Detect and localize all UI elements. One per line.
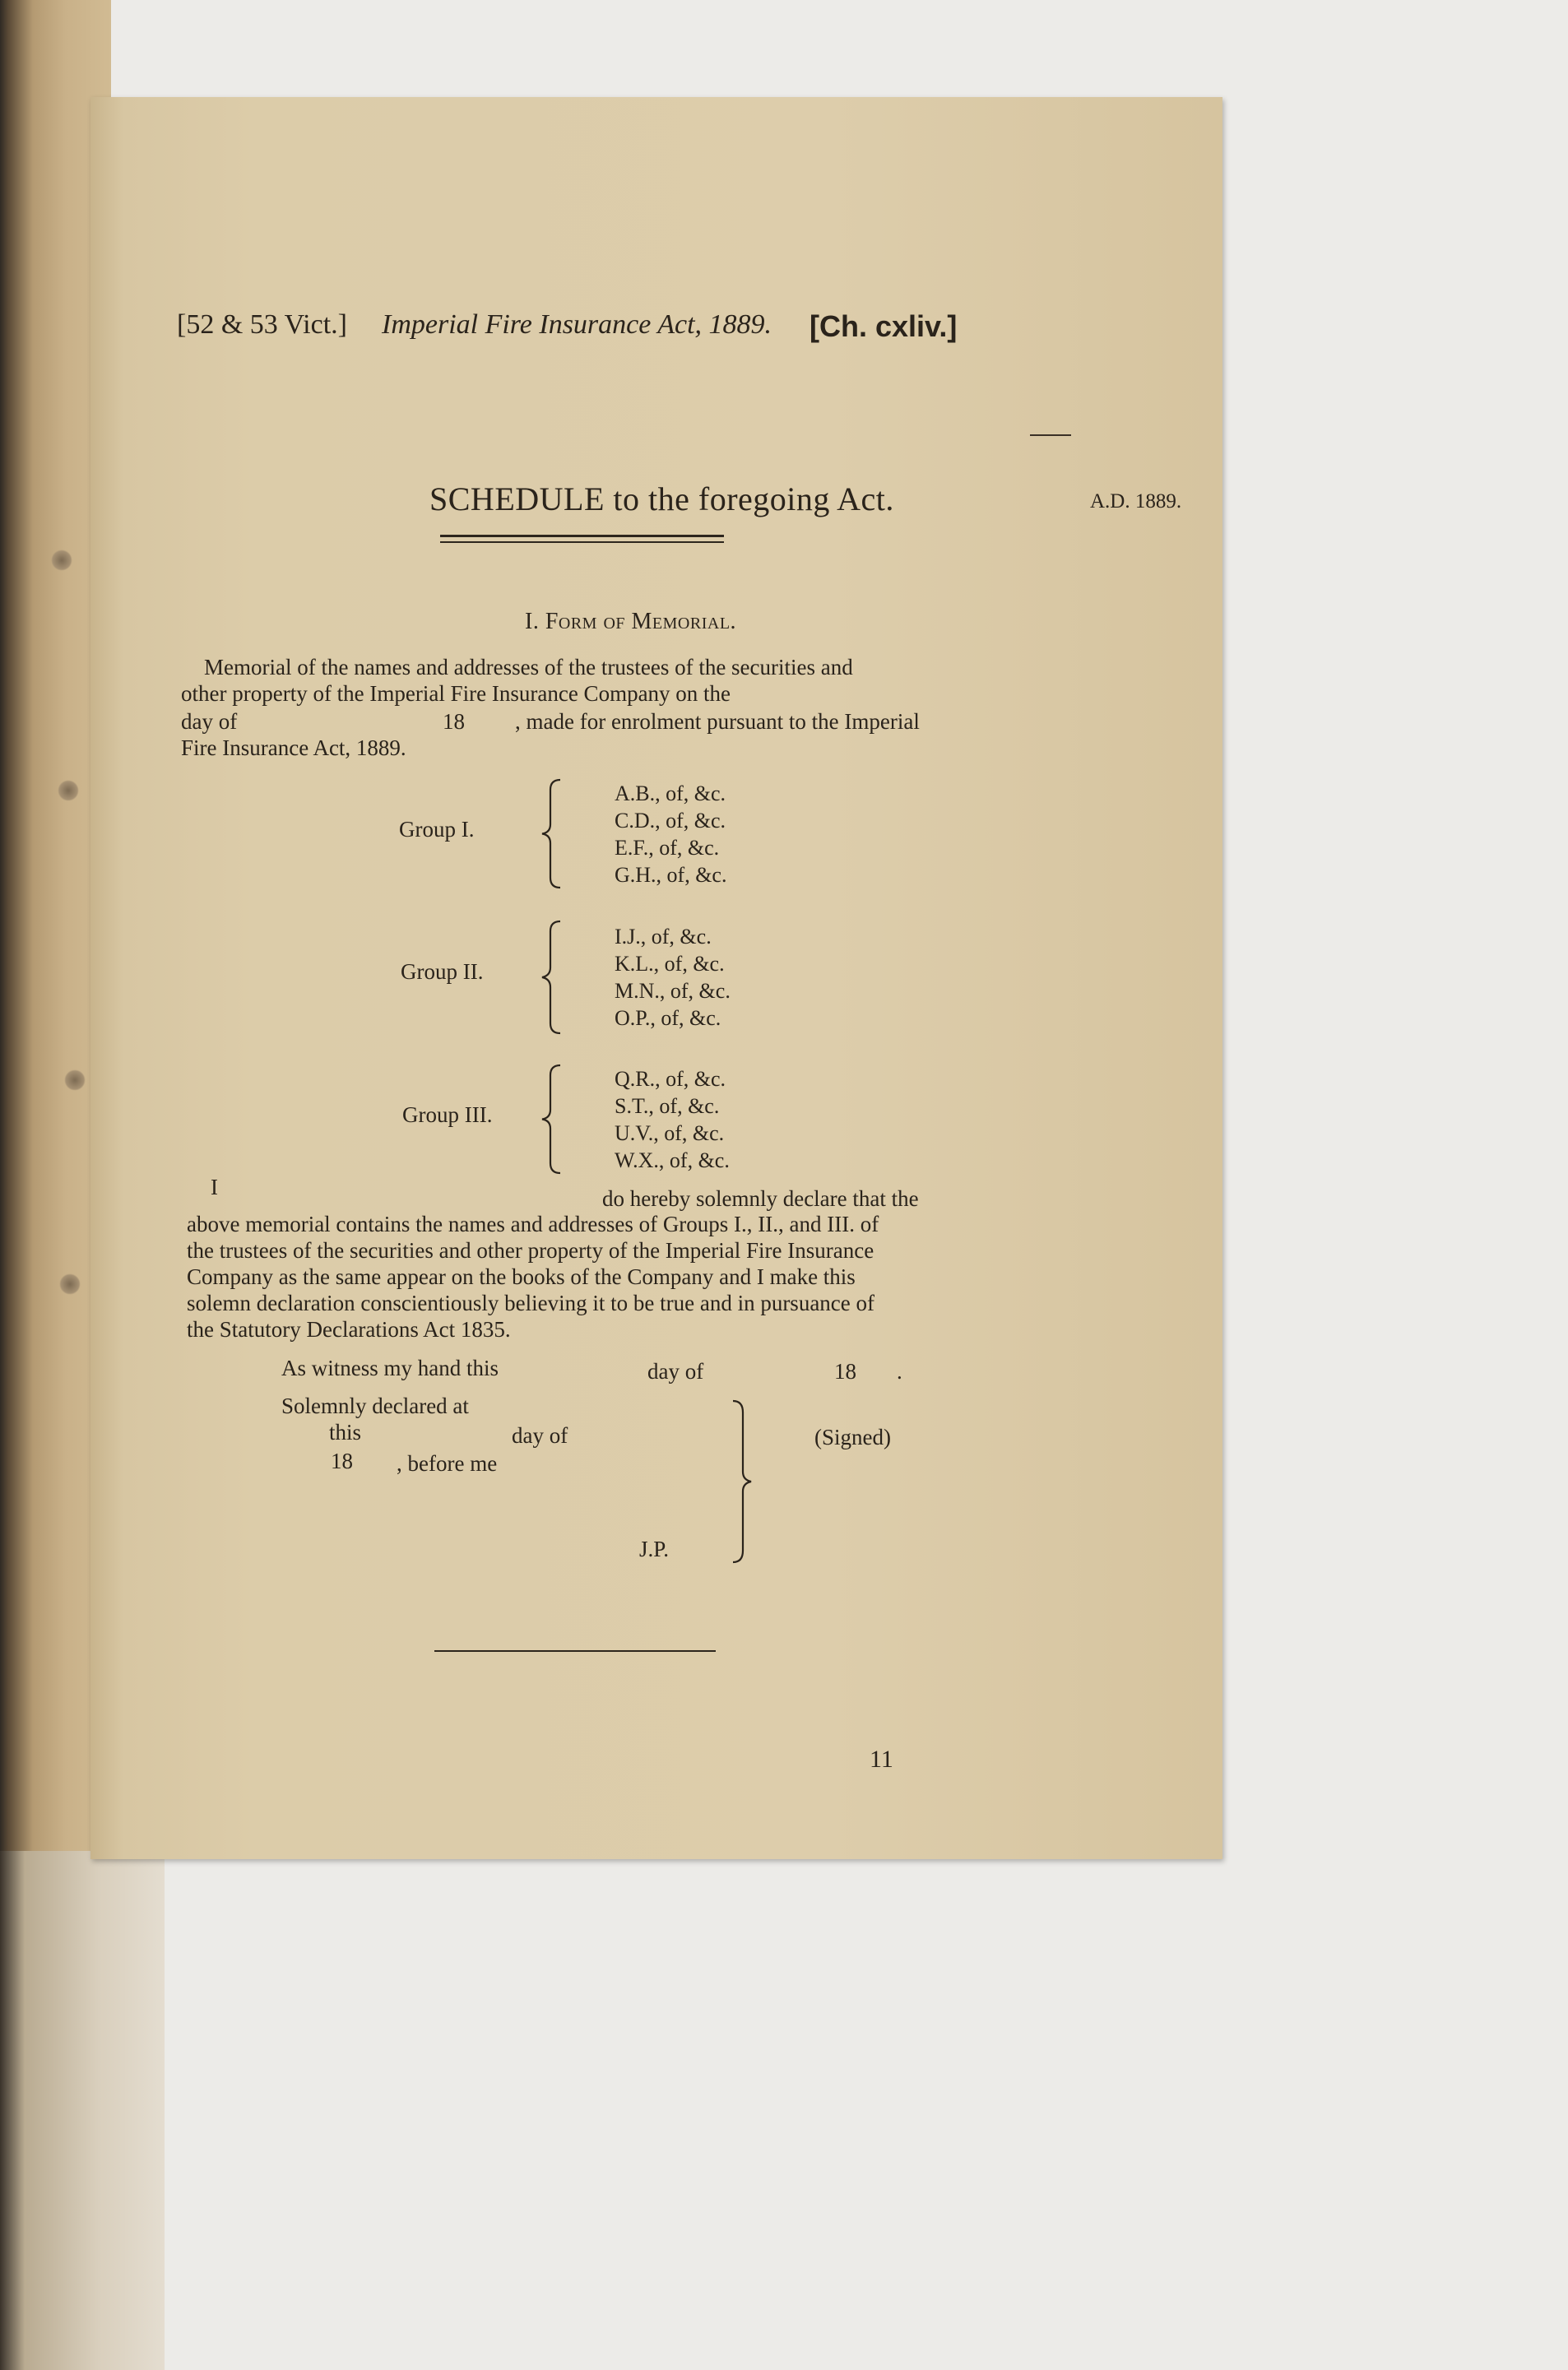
binding-stitch <box>58 780 79 801</box>
memorial-line-4: Fire Insurance Act, 1889. <box>181 735 406 760</box>
member-entry: O.P., of, &c. <box>615 1006 721 1030</box>
member-entry: E.F., of, &c. <box>615 836 720 860</box>
binding-stitch <box>51 550 72 571</box>
title-rule-bottom <box>440 541 724 543</box>
book-binding-lower <box>0 1851 165 2370</box>
form-heading: I. Form of Memorial. <box>525 609 737 634</box>
member-entry: C.D., of, &c. <box>615 809 726 833</box>
declaration-line-6: the Statutory Declarations Act 1835. <box>187 1317 511 1342</box>
header-act-title: Imperial Fire Insurance Act, 1889. <box>382 309 772 340</box>
memorial-line-3a: day of <box>181 709 238 734</box>
solemn-this: this <box>329 1420 362 1445</box>
brace-icon <box>539 1064 565 1175</box>
brace-icon <box>539 920 565 1035</box>
group-label: Group III. <box>402 1102 493 1127</box>
member-entry: A.B., of, &c. <box>615 781 726 805</box>
member-entry: I.J., of, &c. <box>615 925 712 948</box>
member-entry: S.T., of, &c. <box>615 1094 720 1118</box>
solemn-day-of: day of <box>512 1423 568 1448</box>
declaration-line-4: Company as the same appear on the books of the Company and I make this <box>187 1264 856 1289</box>
declaration-line-1: do hereby solemnly declare that the <box>602 1186 919 1211</box>
header-session: [52 & 53 Vict.] <box>177 309 347 340</box>
solemn-line-1: Solemnly declared at <box>281 1394 469 1418</box>
member-entry: W.X., of, &c. <box>615 1148 730 1172</box>
memorial-line-3b: 18 <box>443 709 465 734</box>
page-number: 11 <box>870 1746 893 1773</box>
document-page <box>90 97 1222 1859</box>
closing-rule <box>434 1650 716 1652</box>
declaration-line-2: above memorial contains the names and addresses of Groups I., II., and III. of <box>187 1212 879 1236</box>
binding-stitch <box>64 1069 86 1091</box>
solemn-year: 18 <box>331 1449 353 1473</box>
member-entry: Q.R., of, &c. <box>615 1067 726 1091</box>
header-chapter: [Ch. cxliv.] <box>810 309 958 343</box>
witness-year: 18 <box>834 1359 856 1384</box>
witness-day-of: day of <box>647 1359 704 1384</box>
binding-stitch <box>59 1273 81 1295</box>
member-entry: K.L., of, &c. <box>615 952 725 976</box>
witness-period: . <box>897 1359 902 1384</box>
memorial-line-3c: , made for enrolment pursuant to the Imperial <box>515 709 920 734</box>
schedule-title: SCHEDULE to the foregoing Act. <box>429 480 894 517</box>
declaration-line-5: solemn declaration conscientiously believing it to be true and in pursuance of <box>187 1291 875 1315</box>
closing-brace-icon <box>728 1399 754 1564</box>
declaration-i: I <box>211 1175 218 1199</box>
member-entry: U.V., of, &c. <box>615 1121 725 1145</box>
brace-icon <box>539 778 565 889</box>
side-note-year: A.D. 1889. <box>1090 490 1182 512</box>
member-entry: M.N., of, &c. <box>615 979 731 1003</box>
declaration-line-3: the trustees of the securities and other property of the Imperial Fire Insurance <box>187 1238 874 1263</box>
title-rule-top <box>440 535 724 537</box>
witness-text: As witness my hand this <box>281 1356 499 1380</box>
memorial-line-2: other property of the Imperial Fire Insurance Company on the <box>181 681 731 706</box>
solemn-jp: J.P. <box>639 1537 670 1561</box>
group-label: Group II. <box>401 959 484 984</box>
side-note-rule <box>1030 434 1071 436</box>
signed-label: (Signed) <box>814 1425 891 1449</box>
group-label: Group I. <box>399 817 475 842</box>
memorial-line-1: Memorial of the names and addresses of the trustees of the securities and <box>204 655 853 679</box>
member-entry: G.H., of, &c. <box>615 863 727 887</box>
solemn-before: , before me <box>397 1451 498 1476</box>
